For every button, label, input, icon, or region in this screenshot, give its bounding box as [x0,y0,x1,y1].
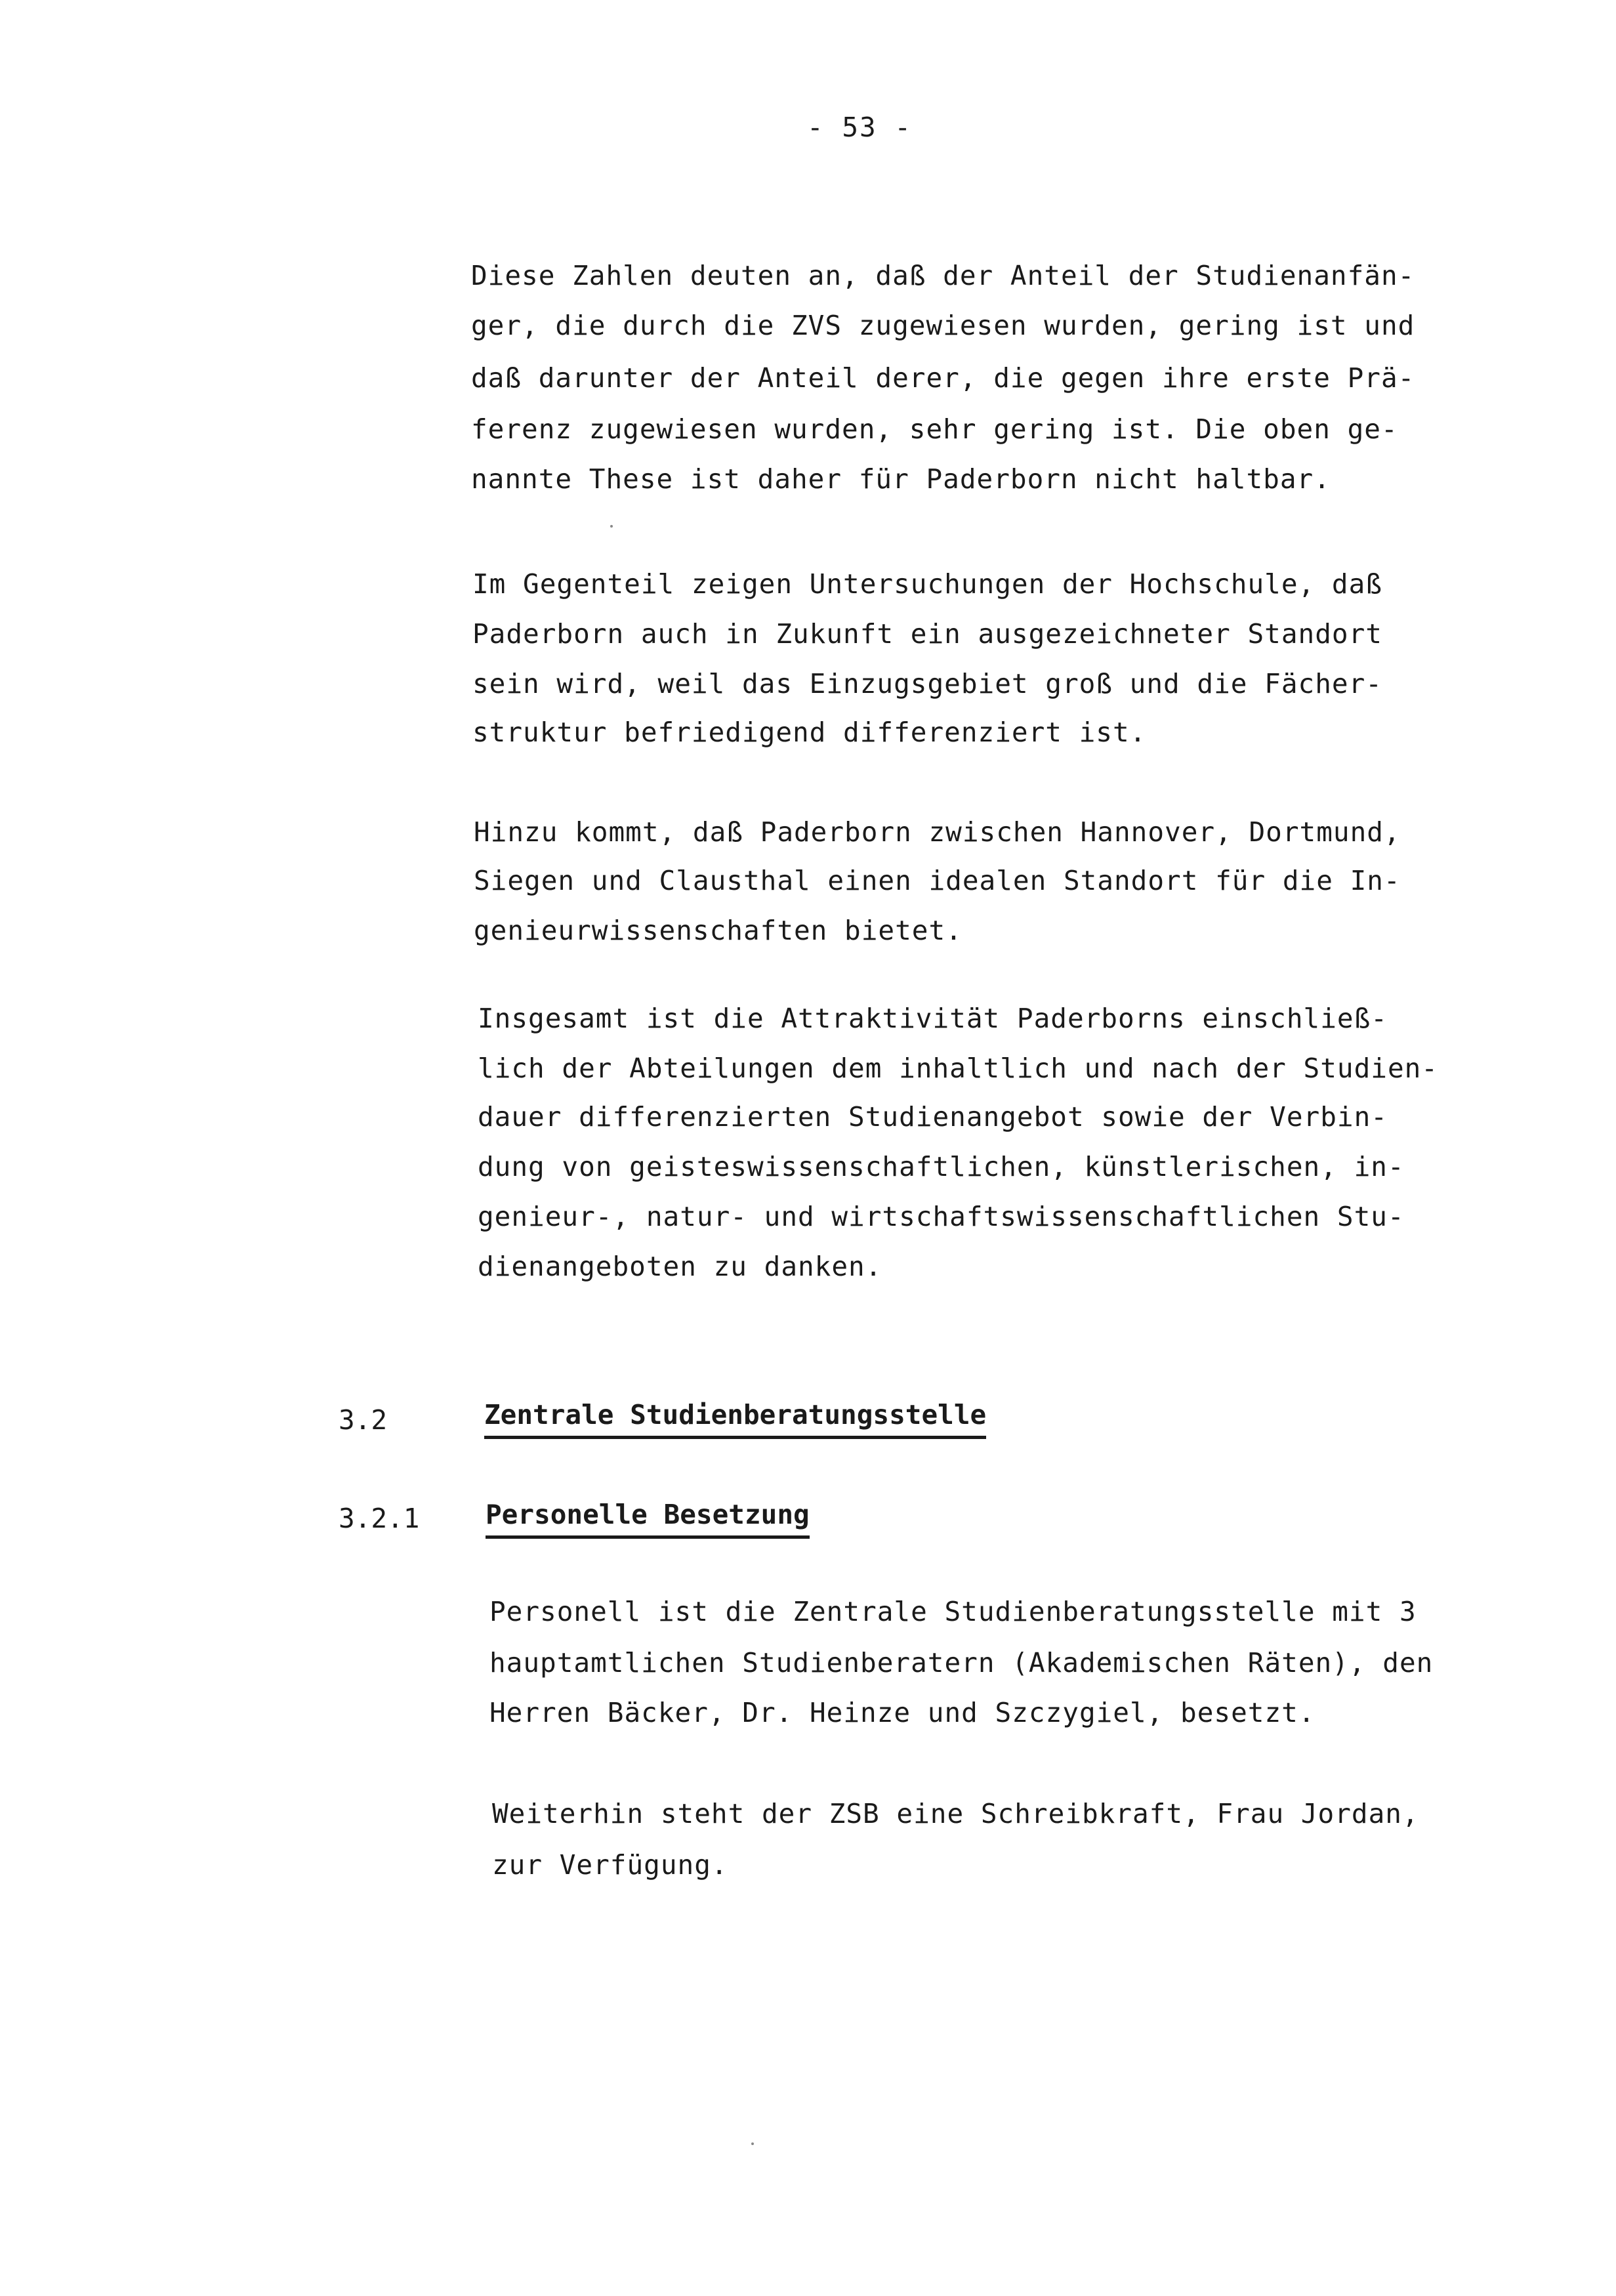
subsection-number: 3.2.1 [339,1503,420,1534]
text-line: dauer differenzierten Studienangebot sowie der Verbin- [478,1101,1388,1133]
text-line: Insgesamt ist die Attraktivität Paderborns einschließ- [478,1003,1388,1034]
scan-speck [751,2142,754,2145]
section-heading: Zentrale Studienberatungsstelle [484,1399,986,1439]
page-number: - 53 - [807,112,913,143]
text-line: ferenz zugewiesen wurden, sehr gering ist. Die oben ge- [471,413,1398,445]
text-line: sein wird, weil das Einzugsgebiet groß und die Fächer- [472,668,1382,699]
scan-speck [610,525,613,528]
text-line: genieur-, natur- und wirtschaftswissenschaftlichen Stu- [478,1201,1405,1232]
text-line: Im Gegenteil zeigen Untersuchungen der Hochschule, daß [472,568,1382,600]
text-line: Weiterhin steht der ZSB eine Schreibkraft, Frau Jordan, [492,1798,1419,1829]
text-line: nannte These ist daher für Paderborn nicht haltbar. [471,463,1331,495]
text-line: ger, die durch die ZVS zugewiesen wurden, gering ist und [471,310,1415,341]
text-line: Diese Zahlen deuten an, daß der Anteil der Studienanfän- [471,260,1415,291]
subsection-heading: Personelle Besetzung [486,1499,810,1539]
text-line: lich der Abteilungen dem inhaltlich und nach der Studien- [478,1053,1438,1084]
text-line: dienangeboten zu danken. [478,1251,882,1282]
text-line: Hinzu kommt, daß Paderborn zwischen Hannover, Dortmund, [474,816,1401,848]
text-line: Paderborn auch in Zukunft ein ausgezeichneter Standort [472,618,1382,650]
text-line: dung von geisteswissenschaftlichen, künstlerischen, in- [478,1151,1405,1182]
text-line: struktur befriedigend differenziert ist. [472,717,1147,748]
text-line: zur Verfügung. [492,1849,728,1881]
text-line: Siegen und Clausthal einen idealen Standort für die In- [474,865,1401,896]
text-line: daß darunter der Anteil derer, die gegen ihre erste Prä- [471,362,1415,394]
text-line: genieurwissenschaften bietet. [474,915,963,946]
text-line: hauptamtlichen Studienberatern (Akademischen Räten), den [489,1647,1434,1679]
section-number: 3.2 [339,1404,388,1436]
text-line: Herren Bäcker, Dr. Heinze und Szczygiel, besetzt. [489,1697,1316,1728]
text-line: Personell ist die Zentrale Studienberatungsstelle mit 3 [489,1596,1417,1627]
